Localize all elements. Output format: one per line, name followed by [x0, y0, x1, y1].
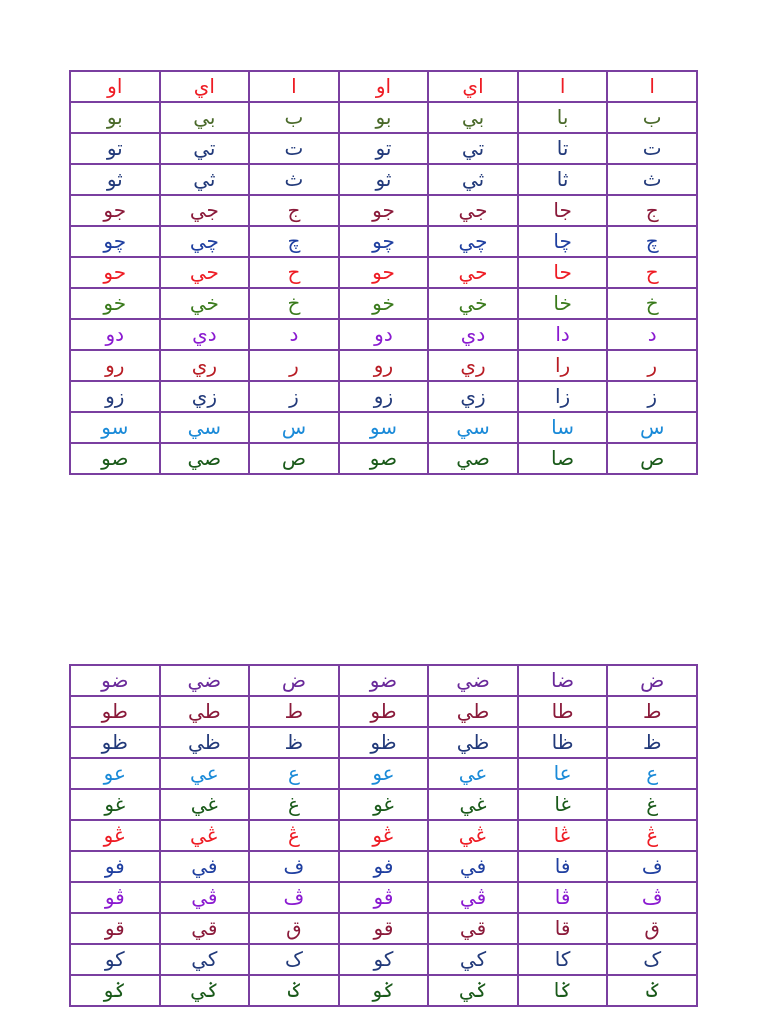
syllable-cell: ظي: [160, 727, 250, 758]
table-row: [70, 727, 697, 758]
syllable-cell: ع: [249, 758, 339, 789]
syllable-cell: رو: [339, 350, 429, 381]
syllable-cell: زو: [339, 381, 429, 412]
syllable-cell: خ: [607, 288, 697, 319]
syllable-cell: زي: [428, 381, 518, 412]
syllable-cell: حا: [518, 257, 608, 288]
table-row: [70, 226, 697, 257]
syllable-cell: ج: [249, 195, 339, 226]
syllable-cell: دو: [339, 319, 429, 350]
syllable-cell: ر: [607, 350, 697, 381]
syllable-cell: ع: [607, 758, 697, 789]
syllable-cell: سو: [70, 412, 160, 443]
table-row: [70, 696, 697, 727]
table-row: [70, 102, 697, 133]
syllable-cell: ظ: [607, 727, 697, 758]
syllable-cell: قو: [70, 913, 160, 944]
syllable-cell: عي: [160, 758, 250, 789]
syllable-cell: جي: [428, 195, 518, 226]
syllable-cell: غو: [70, 789, 160, 820]
syllable-cell: ݢو: [70, 975, 160, 1006]
syllable-cell: د: [249, 319, 339, 350]
syllable-cell: دا: [518, 319, 608, 350]
syllable-cell: ص: [607, 443, 697, 474]
syllable-cell: فو: [339, 851, 429, 882]
syllable-cell: بي: [428, 102, 518, 133]
syllable-cell: رو: [70, 350, 160, 381]
syllable-cell: تي: [160, 133, 250, 164]
syllable-cell: ݢ: [249, 975, 339, 1006]
syllable-cell: کي: [428, 944, 518, 975]
syllable-cell: حو: [70, 257, 160, 288]
syllable-cell: کو: [70, 944, 160, 975]
syllable-cell: زي: [160, 381, 250, 412]
table-row: [70, 381, 697, 412]
syllable-cell: ضي: [428, 665, 518, 696]
syllable-cell: بي: [160, 102, 250, 133]
syllable-table-2: [69, 664, 698, 1007]
syllable-cell: دي: [160, 319, 250, 350]
syllable-cell: بو: [339, 102, 429, 133]
syllable-cell: او: [70, 71, 160, 102]
syllable-cell: ݢو: [339, 975, 429, 1006]
table-row: [70, 133, 697, 164]
syllable-cell: تا: [518, 133, 608, 164]
syllable-cell: ا: [607, 71, 697, 102]
syllable-cell: ر: [249, 350, 339, 381]
syllable-cell: ف: [607, 851, 697, 882]
syllable-cell: ڤ: [249, 882, 339, 913]
syllable-cell: ج: [607, 195, 697, 226]
syllable-cell: ت: [607, 133, 697, 164]
syllable-cell: فا: [518, 851, 608, 882]
syllable-cell: ڠو: [70, 820, 160, 851]
syllable-cell: طي: [160, 696, 250, 727]
syllable-cell: ثي: [428, 164, 518, 195]
syllable-cell: ڠي: [428, 820, 518, 851]
syllable-cell: عي: [428, 758, 518, 789]
syllable-cell: اي: [428, 71, 518, 102]
syllable-cell: طي: [428, 696, 518, 727]
syllable-cell: با: [518, 102, 608, 133]
syllable-cell: في: [160, 851, 250, 882]
syllable-cell: ث: [249, 164, 339, 195]
syllable-cell: ت: [249, 133, 339, 164]
syllable-cell: ب: [249, 102, 339, 133]
table-row: [70, 975, 697, 1006]
table-row: [70, 820, 697, 851]
table-row: [70, 288, 697, 319]
syllable-cell: ظو: [339, 727, 429, 758]
syllable-cell: تو: [339, 133, 429, 164]
syllable-cell: ظي: [428, 727, 518, 758]
syllable-cell: را: [518, 350, 608, 381]
syllable-cell: ڠ: [607, 820, 697, 851]
syllable-cell: زا: [518, 381, 608, 412]
syllable-cell: ري: [428, 350, 518, 381]
syllable-cell: ک: [607, 944, 697, 975]
syllable-cell: فو: [70, 851, 160, 882]
syllable-cell: کي: [160, 944, 250, 975]
syllable-cell: جو: [70, 195, 160, 226]
syllable-cell: ق: [249, 913, 339, 944]
syllable-cell: چ: [249, 226, 339, 257]
syllable-cell: جي: [160, 195, 250, 226]
syllable-cell: ثو: [70, 164, 160, 195]
syllable-cell: س: [249, 412, 339, 443]
syllable-cell: ح: [607, 257, 697, 288]
table-row: [70, 195, 697, 226]
syllable-cell: دو: [70, 319, 160, 350]
table-row: [70, 882, 697, 913]
syllable-cell: ظا: [518, 727, 608, 758]
syllable-cell: سو: [339, 412, 429, 443]
syllable-cell: ثا: [518, 164, 608, 195]
syllable-cell: کو: [339, 944, 429, 975]
table-row: [70, 944, 697, 975]
syllable-cell: ظ: [249, 727, 339, 758]
syllable-cell: ثي: [160, 164, 250, 195]
syllable-cell: ري: [160, 350, 250, 381]
syllable-cell: ڠ: [249, 820, 339, 851]
syllable-cell: غا: [518, 789, 608, 820]
syllable-cell: ق: [607, 913, 697, 944]
syllable-cell: ب: [607, 102, 697, 133]
syllable-cell: ݢي: [160, 975, 250, 1006]
syllable-cell: ضو: [70, 665, 160, 696]
syllable-cell: خو: [70, 288, 160, 319]
syllable-cell: خو: [339, 288, 429, 319]
syllable-cell: دي: [428, 319, 518, 350]
syllable-cell: حو: [339, 257, 429, 288]
syllable-cell: سي: [428, 412, 518, 443]
table-row: [70, 789, 697, 820]
syllable-cell: ضي: [160, 665, 250, 696]
syllable-cell: ݢا: [518, 975, 608, 1006]
syllable-cell: عا: [518, 758, 608, 789]
syllable-cell: قي: [160, 913, 250, 944]
syllable-cell: ا: [249, 71, 339, 102]
table-row: [70, 851, 697, 882]
table-row: [70, 71, 697, 102]
table-row: [70, 913, 697, 944]
syllable-cell: جو: [339, 195, 429, 226]
table-row: [70, 412, 697, 443]
syllable-cell: اي: [160, 71, 250, 102]
table-row: [70, 257, 697, 288]
syllable-cell: ث: [607, 164, 697, 195]
syllable-cell: ف: [249, 851, 339, 882]
syllable-cell: چي: [160, 226, 250, 257]
syllable-cell: قو: [339, 913, 429, 944]
table-row: [70, 350, 697, 381]
syllable-cell: ڤ: [607, 882, 697, 913]
syllable-cell: ح: [249, 257, 339, 288]
syllable-cell: غ: [607, 789, 697, 820]
syllable-cell: ڠو: [339, 820, 429, 851]
syllable-cell: ڠا: [518, 820, 608, 851]
syllable-cell: ݢي: [428, 975, 518, 1006]
syllable-cell: د: [607, 319, 697, 350]
table-row: [70, 665, 697, 696]
syllable-cell: چو: [70, 226, 160, 257]
syllable-cell: صو: [70, 443, 160, 474]
syllable-cell: ط: [607, 696, 697, 727]
syllable-cell: صي: [428, 443, 518, 474]
syllable-cell: صي: [160, 443, 250, 474]
syllable-cell: ثو: [339, 164, 429, 195]
syllable-cell: طو: [70, 696, 160, 727]
syllable-cell: ک: [249, 944, 339, 975]
syllable-cell: ص: [249, 443, 339, 474]
syllable-cell: قي: [428, 913, 518, 944]
syllable-cell: تو: [70, 133, 160, 164]
syllable-cell: ݢ: [607, 975, 697, 1006]
syllable-cell: ڤا: [518, 882, 608, 913]
syllable-cell: ز: [249, 381, 339, 412]
syllable-cell: خي: [428, 288, 518, 319]
syllable-cell: ضا: [518, 665, 608, 696]
syllable-cell: چا: [518, 226, 608, 257]
syllable-cell: عو: [70, 758, 160, 789]
table-row: [70, 164, 697, 195]
syllable-cell: قا: [518, 913, 608, 944]
syllable-cell: في: [428, 851, 518, 882]
syllable-cell: سي: [160, 412, 250, 443]
syllable-cell: ظو: [70, 727, 160, 758]
syllable-cell: ڤي: [160, 882, 250, 913]
syllable-cell: ز: [607, 381, 697, 412]
table-row: [70, 758, 697, 789]
syllable-cell: عو: [339, 758, 429, 789]
syllable-cell: ض: [607, 665, 697, 696]
syllable-cell: س: [607, 412, 697, 443]
syllable-cell: سا: [518, 412, 608, 443]
syllable-cell: غي: [160, 789, 250, 820]
syllable-cell: چي: [428, 226, 518, 257]
syllable-cell: چو: [339, 226, 429, 257]
syllable-cell: او: [339, 71, 429, 102]
table-row: [70, 443, 697, 474]
syllable-cell: حي: [160, 257, 250, 288]
syllable-cell: کا: [518, 944, 608, 975]
syllable-cell: ڤو: [70, 882, 160, 913]
syllable-cell: ط: [249, 696, 339, 727]
syllable-cell: غي: [428, 789, 518, 820]
syllable-cell: صا: [518, 443, 608, 474]
syllable-cell: بو: [70, 102, 160, 133]
syllable-cell: جا: [518, 195, 608, 226]
syllable-cell: طو: [339, 696, 429, 727]
syllable-cell: صو: [339, 443, 429, 474]
syllable-cell: غو: [339, 789, 429, 820]
syllable-cell: چ: [607, 226, 697, 257]
syllable-cell: ڠي: [160, 820, 250, 851]
syllable-table-1: [69, 70, 698, 475]
syllable-cell: زو: [70, 381, 160, 412]
syllable-cell: خي: [160, 288, 250, 319]
syllable-cell: تي: [428, 133, 518, 164]
syllable-cell: ڤو: [339, 882, 429, 913]
syllable-cell: خا: [518, 288, 608, 319]
syllable-cell: ض: [249, 665, 339, 696]
syllable-cell: خ: [249, 288, 339, 319]
syllable-cell: ڤي: [428, 882, 518, 913]
syllable-cell: طا: [518, 696, 608, 727]
syllable-cell: حي: [428, 257, 518, 288]
syllable-cell: غ: [249, 789, 339, 820]
syllable-cell: ضو: [339, 665, 429, 696]
table-row: [70, 319, 697, 350]
syllable-cell: ا: [518, 71, 608, 102]
